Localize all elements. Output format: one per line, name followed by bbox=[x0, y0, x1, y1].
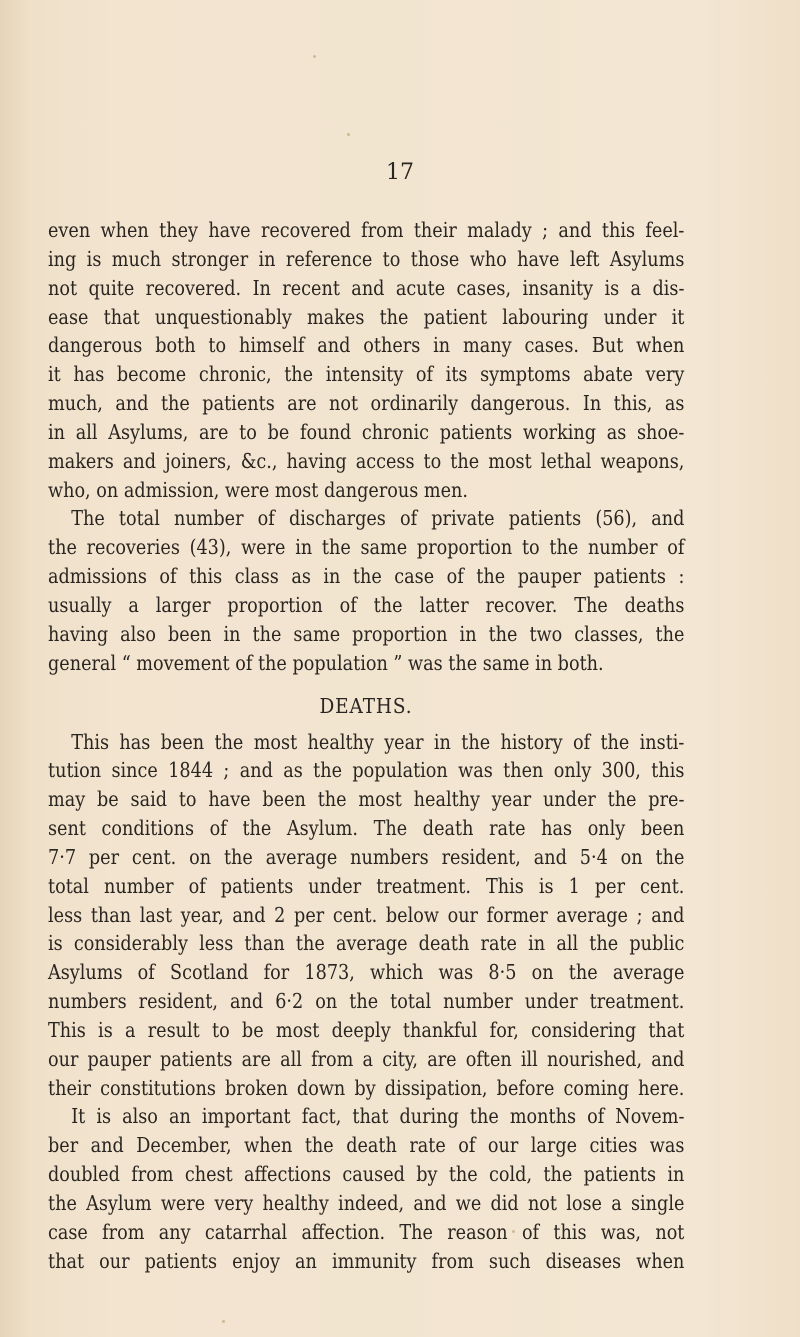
text-line: sent conditions of the Asylum. The death rate has only been bbox=[48, 816, 685, 841]
paper-speck bbox=[222, 1320, 225, 1323]
text-line: in all Asylums, are to be found chronic patients working as shoe- bbox=[48, 419, 685, 444]
paragraph-winter bbox=[48, 1102, 684, 1275]
text-line: Asylums of Scotland for 1873, which was 8·5 on the average bbox=[48, 960, 685, 985]
text-line: the Asylum were very healthy indeed, and we did not lose a single bbox=[48, 1191, 685, 1215]
text-line: even when they have recovered from their malady ; and this feel- bbox=[48, 218, 685, 242]
text-line: ease that unquestionably makes the patient labouring under it bbox=[48, 304, 685, 329]
page-number: 17 bbox=[386, 160, 414, 185]
text-line: makers and joiners, &c., having access to the most lethal weapons, bbox=[48, 448, 685, 473]
text-line: doubled from chest affections caused by the cold, the patients in bbox=[48, 1162, 685, 1187]
text-line: This is a result to be most deeply thankful for, considering that bbox=[48, 1017, 685, 1042]
text-line: much, and the patients are not ordinarily dangerous. In this, as bbox=[48, 391, 685, 416]
text-line: may be said to have been the most healthy year under the pre- bbox=[48, 787, 685, 812]
text-line: ber and December, when the death rate of our large cities was bbox=[48, 1133, 685, 1158]
paper-speck bbox=[347, 133, 350, 136]
paragraph-continuation bbox=[48, 216, 684, 504]
text-line: it has become chronic, the intensity of its symptoms abate very bbox=[48, 362, 685, 387]
text-line: less than last year, and 2 per cent. below our former average ; and bbox=[48, 902, 685, 927]
text-line: the recoveries (43), were in the same proportion to the number of bbox=[48, 535, 685, 560]
paragraph-deaths bbox=[48, 728, 684, 1103]
text-line: not quite recovered. In recent and acute cases, insanity is a dis- bbox=[48, 275, 685, 300]
body-text bbox=[48, 216, 684, 1276]
text-line: our pauper patients are all from a city, are often ill nourished, and bbox=[48, 1046, 685, 1071]
text-line: total number of patients under treatment. This is 1 per cent. bbox=[48, 873, 685, 898]
text-line: 7·7 per cent. on the average numbers resident, and 5·4 on the bbox=[48, 844, 685, 869]
text-line: dangerous both to himself and others in many cases. But when bbox=[48, 333, 685, 358]
text-line: their constitutions broken down by dissipation, before coming here. bbox=[48, 1075, 685, 1100]
text-line: numbers resident, and 6·2 on the total number under treatment. bbox=[48, 989, 685, 1014]
text-line: ing is much stronger in reference to those who have left Asylums bbox=[48, 246, 685, 271]
text-line: general “ movement of the population ” was the same in both. bbox=[48, 650, 604, 675]
paragraph-discharges bbox=[48, 504, 684, 677]
text-line: This has been the most healthy year in the history of the insti- bbox=[71, 729, 685, 754]
text-line: is considerably less than the average death rate in all the public bbox=[48, 931, 685, 956]
text-line: who, on admission, were most dangerous men. bbox=[48, 477, 468, 502]
text-line: that our patients enjoy an immunity from such diseases when bbox=[48, 1248, 685, 1273]
text-line: It is also an important fact, that during the months of Novem- bbox=[71, 1104, 685, 1129]
text-line: tution since 1844 ; and as the population was then only 300, this bbox=[48, 758, 685, 783]
section-heading-wrap bbox=[48, 678, 684, 728]
text-line: admissions of this class as in the case of the pauper patients : bbox=[48, 564, 685, 589]
text-line: having also been in the same proportion in the two classes, the bbox=[48, 621, 685, 646]
paper-speck bbox=[313, 55, 316, 58]
text-line: case from any catarrhal affection. The reason of this was, not bbox=[48, 1219, 685, 1244]
text-line: The total number of discharges of private patients (56), and bbox=[71, 506, 685, 531]
section-heading: DEATHS. bbox=[319, 693, 413, 718]
text-line: usually a larger proportion of the latter recover. The deaths bbox=[48, 592, 685, 617]
